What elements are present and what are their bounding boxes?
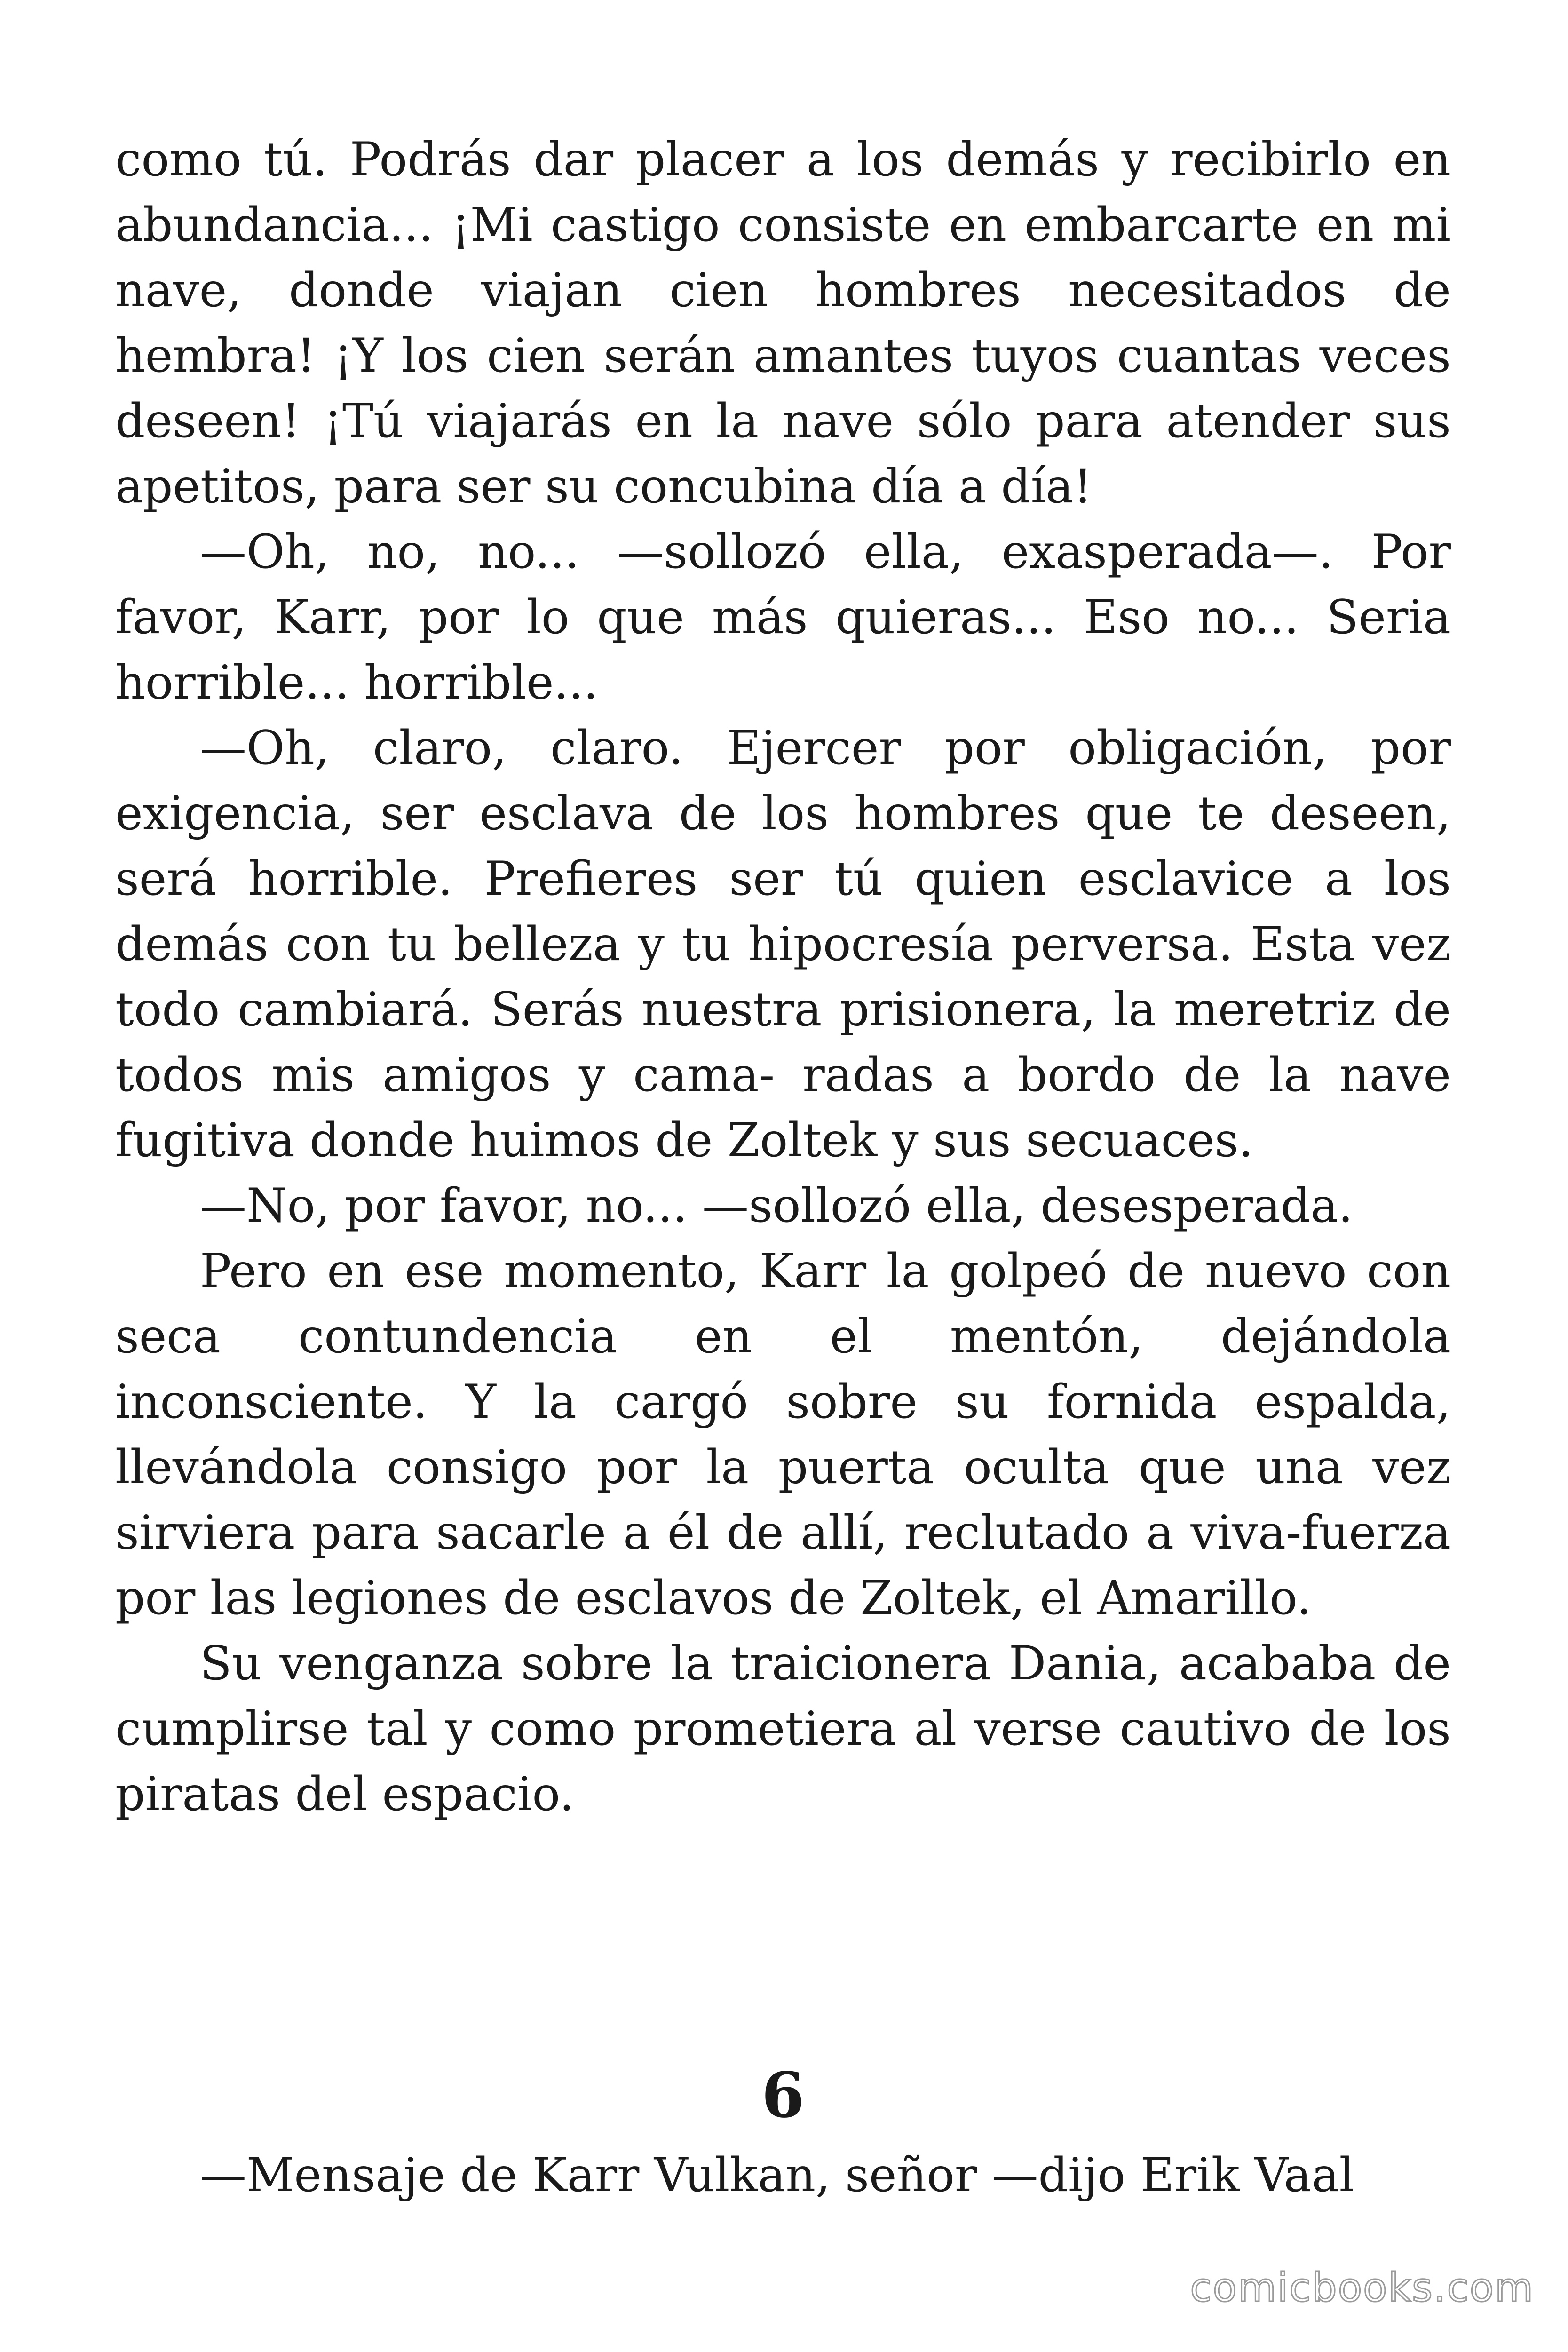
paragraph: como tú. Podrás dar placer a los demás y recibirlo en abundancia... ¡Mi castigo consiste en embarcarte en mi nave, donde viajan cien hombres necesitados de hembra! ¡Y los cien serán amantes tuyos cuantas veces deseen! ¡Tú viajarás en la nave sólo para atender sus apetitos, para ser su concubina día a día! — [115, 133, 1451, 514]
paragraph: —No, por favor, no... —sollozó ella, desesperada. — [200, 1179, 1353, 1233]
watermark: comicbooks.com — [1190, 2265, 1534, 2311]
chapter-start — [115, 2143, 1451, 2208]
paragraph: —Oh, no, no... —sollozó ella, exasperada—. Por favor, Karr, por lo que más quieras... Eso no... Seria horrible... horrible... — [115, 525, 1451, 710]
chapter-heading: 6 — [761, 2059, 805, 2132]
paragraph: —Oh, claro, claro. Ejercer por obligación, por exigencia, ser esclava de los hombres que te deseen, será horrible. Prefieres ser tú quien esclavice a los demás con tu belleza y tu hipocresía perversa. Esta vez todo cambiará. Serás nuestra prisionera, la meretriz de todos mis amigos y cama- radas a bordo de la nave fugitiva donde huimos de Zoltek y sus secuaces. — [115, 721, 1451, 1168]
body-text — [115, 127, 1451, 1827]
paragraph: Su venganza sobre la traicionera Dania, acababa de cumplirse tal y como prometiera al verse cautivo de los piratas del espacio. — [115, 1637, 1451, 1821]
chapter-first-line: —Mensaje de Karr Vulkan, señor —dijo Erik Vaal — [200, 2148, 1354, 2202]
paragraph: Pero en ese momento, Karr la golpeó de nuevo con seca contundencia en el mentón, dejándola inconsciente. Y la cargó sobre su fornida espalda, llevándola consigo por la puerta oculta que una vez sirviera para sacarle a él de allí, reclutado a viva-fuerza por las legiones de esclavos de Zoltek, el Amarillo. — [115, 1244, 1451, 1625]
